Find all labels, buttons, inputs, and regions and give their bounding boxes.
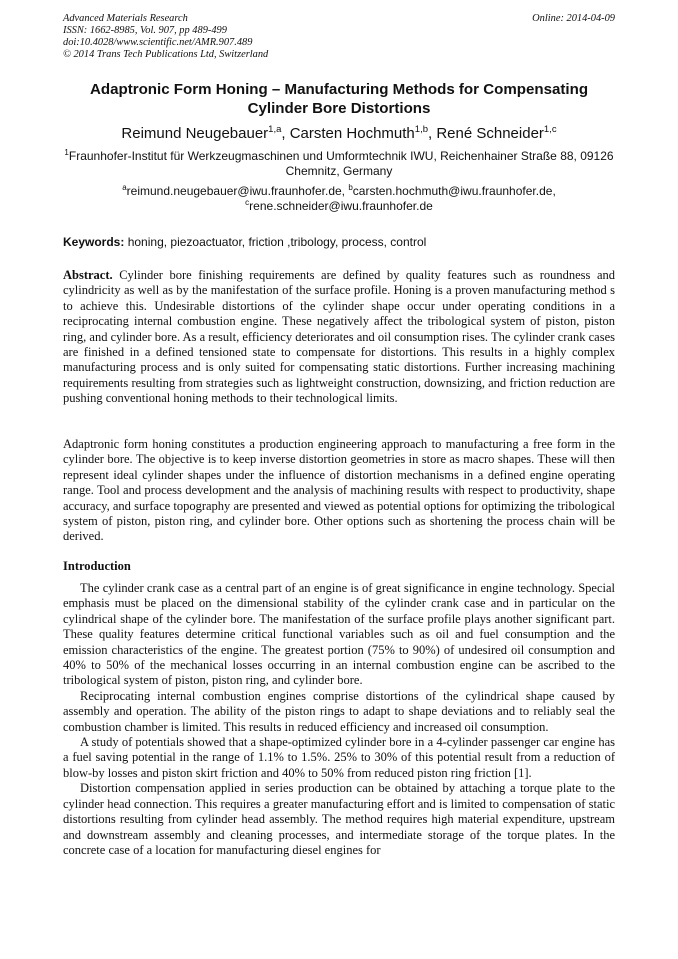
email-mark: a [122,183,127,192]
abstract-text-1: Cylinder bore finishing requirements are defined by quality features such as roundness and cylindricity as well as by the manifestation of the surface profile. Honing is a proven manufacturing method s to achieve this. Undesirable distortions of the cylinder shape occur under operating conditions in a reciprocating internal combustion engine. These negatively affect the tribological system of piston, piston ring, and cylinder bore. As a result, efficiency deteriorates and oil consumption rises. The cylinder crank cases are finished in a defined tensioned state to compensate for distortions. This results in a highly complex manufacturing process and is only suited for compensating static distortions. Further increasing machining requirements resulting from strategies such as lightweight construction, downsizing, and friction reduction are pushing conventional honing methods to their technological limits. [63,268,616,406]
author-affiliation-mark: 1,a [268,124,282,135]
keywords-text: honing, piezoactuator, friction ,tribology, process, control [127,235,427,249]
keywords [63,235,615,250]
author-name: Reimund Neugebauer [121,125,269,142]
section-heading-introduction: Introduction [63,559,131,573]
email-mark: c [245,198,250,207]
introduction-body [63,581,615,858]
email-address[interactable]: carsten.hochmuth@iwu.fraunhofer.de [352,184,553,198]
abstract-label: Abstract. [63,268,113,282]
author-affiliation-mark: 1,b [414,124,428,135]
affiliation [63,149,615,179]
paper-title: Adaptronic Form Honing – Manufacturing Methods for Compensating Cylinder Bore Distortions [89,81,589,117]
affiliation-text: Fraunhofer-Institut für Werkzeugmaschinen und Umformtechnik IWU, Reichenhainer Straße 88, 09126 Chemnitz, Germany [68,149,614,178]
intro-paragraph: A study of potentials showed that a shape-optimized cylinder bore in a 4-cylinder passenger car engine has a fuel saving potential in the range of 1.1% to 1.5%. 25% to 30% of this potential result from a reduction of blow-by losses and piston skirt friction and 40% to 50% from reduced piston ring friction [1]. [63,735,615,780]
copyright-line: © 2014 Trans Tech Publications Ltd, Switzerland [63,49,269,60]
abstract-paragraph-2 [63,437,615,545]
email-address[interactable]: rene.schneider@iwu.fraunhofer.de [249,199,433,213]
journal-header [63,13,615,61]
email-list [63,184,615,214]
author-affiliation-mark: 1,c [543,124,557,135]
doi-line: doi:10.4028/www.scientific.net/AMR.907.489 [63,37,253,48]
email-separator: , [341,184,349,198]
intro-paragraph: The cylinder crank case as a central part of an engine is of great significance in engine technology. Special emphasis must be placed on the dimensional stability of the cylinder crank case and in particular on the cylindrical shape of the cylinder bore. The manifestation of the surface profile plays another significant part. These quality features determine critical functional variables such as oil and fuel consumption and the emission characteristics of the engine. The greatest portion (75% to 90%) of undesired oil consumption and 40% to 50% of the mechanical losses occurring in an internal combustion engine can be ascribed to the tribological system of piston, piston ring, and cylinder bore. [63,581,615,688]
email-mark: b [348,183,353,192]
issn-line: ISSN: 1662-8985, Vol. 907, pp 489-499 [63,25,227,36]
author-list [63,124,615,143]
author-name: Carsten Hochmuth [289,125,415,142]
abstract-text-2: Adaptronic form honing constitutes a production engineering approach to manufacturing a free form in the cylinder bore. The objective is to keep inverse distortion geometries in store as macro shapes. These will then represent ideal cylinder shapes under the influence of distortion mechanisms in a defined engine operating range. Tool and process development and the analysis of machining results with respect to productivity, shape accuracy, and surface topography are presented and viewed as potential options for optimizing the tribological system of piston, piston ring, and cylinder bore. Other options such as shortening the process chain will be derived. [63,437,615,544]
affiliation-mark: 1 [64,148,69,157]
author-separator: , [281,125,290,142]
online-date: Online: 2014-04-09 [532,13,615,24]
journal-name: Advanced Materials Research [63,13,188,24]
intro-paragraph: Reciprocating internal combustion engines comprise distortions of the cylindrical shape caused by assembly and operation. The ability of the piston rings to adapt to shape deviations and to reliably seal the combustion chamber is limited. This results in reduced efficiency and increased oil consumption. [63,688,615,734]
author-name: René Schneider [436,125,544,142]
keywords-label: Keywords: [63,235,125,249]
intro-paragraph: Distortion compensation applied in series production can be obtained by attaching a torque plate to the cylinder head connection. This requires a greater manufacturing effort and is limited to compensation of static distortions resulting from cylinder head assembly. The method requires high material expenditure, upstream and downstream assembly and cleaning processes, and intermediate storage of the torque plates. In the concrete case of a location for manufacturing diesel engines for [63,781,615,857]
author-separator: , [428,125,437,142]
email-separator: , [552,184,556,198]
email-address[interactable]: reimund.neugebauer@iwu.fraunhofer.de [126,184,342,198]
abstract-paragraph-1 [63,268,615,407]
